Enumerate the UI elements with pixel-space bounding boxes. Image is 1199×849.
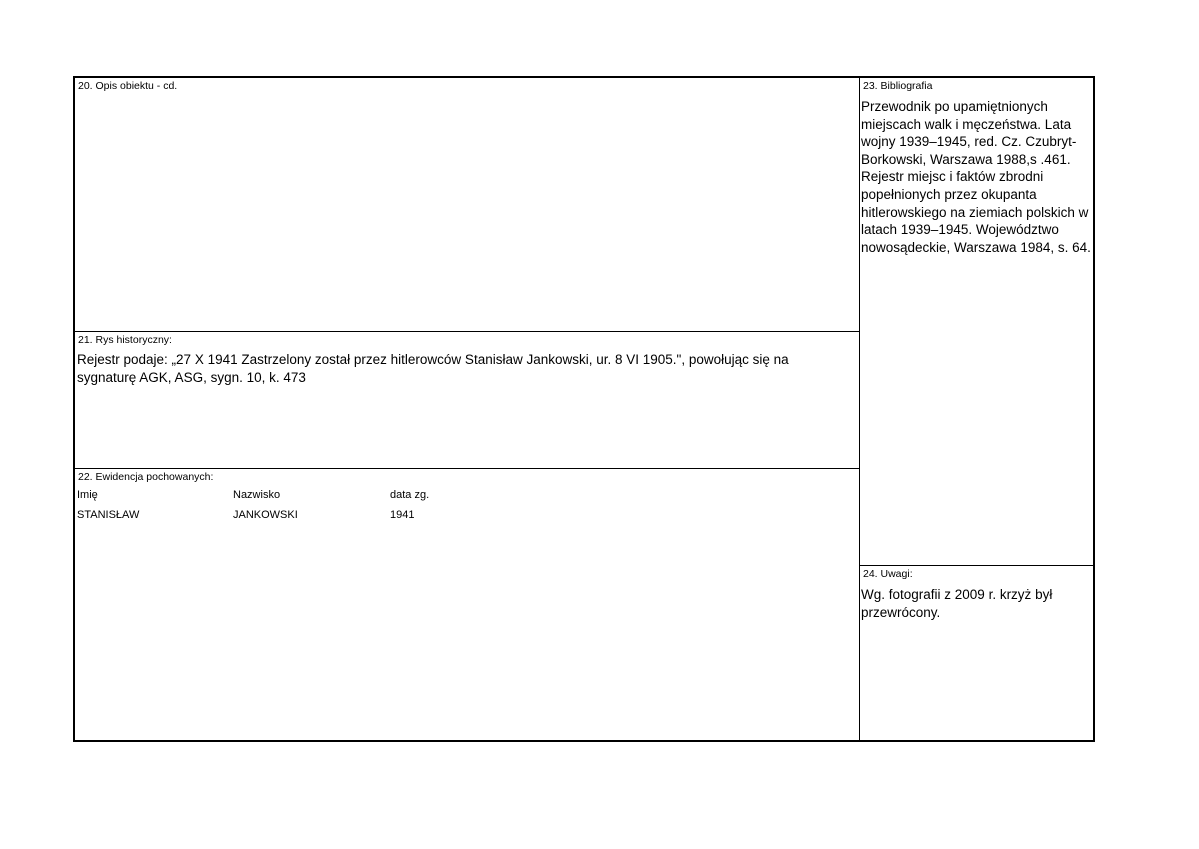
historical-outline-text: Rejestr podaje: „27 X 1941 Zastrzelony został przez hitlerowców Stanisław Jankowski, ur. 8 VI 1905.", powołując się na sygnaturę AGK, ASG, sygn. 10, k. 473 [77,352,789,385]
column-header-last-name: Nazwisko [233,489,281,501]
column-header-death-date: data zg. [390,489,430,501]
section-bibliography [860,78,1093,565]
section-object-description [75,78,859,331]
column-header-first-name: Imię [77,489,98,501]
section-24-label: 24. Uwagi: [863,568,913,580]
section-20-label: 20. Opis obiektu - cd. [78,80,178,92]
section-21-label: 21. Rys historyczny: [78,334,172,346]
table-row-death-date: 1941 [390,509,415,521]
section-22-label: 22. Ewidencja pochowanych: [78,471,214,483]
table-row-first-name: STANISŁAW [77,509,140,521]
bibliography-text: Przewodnik po upamiętnionych miejscach walk i męczeństwa. Lata wojny 1939–1945, red. Cz. Czubryt-Borkowski, Warszawa 1988,s .461. Rejestr miejsc i faktów zbrodni popełnionych przez okupanta hitlerowskiego na ziemiach polskich w latach 1939–1945. Województwo nowosądeckie, Warszawa 1984, s. 64. [861,99,1091,255]
section-historical-outline [75,332,859,468]
table-row-last-name: JANKOWSKI [233,509,298,521]
section-23-label: 23. Bibliografia [863,80,933,92]
section-remarks [860,566,1093,740]
remarks-text: Wg. fotografii z 2009 r. krzyż był przewrócony. [861,587,1053,620]
section-burial-register [75,469,859,740]
record-card-frame [73,76,1095,742]
